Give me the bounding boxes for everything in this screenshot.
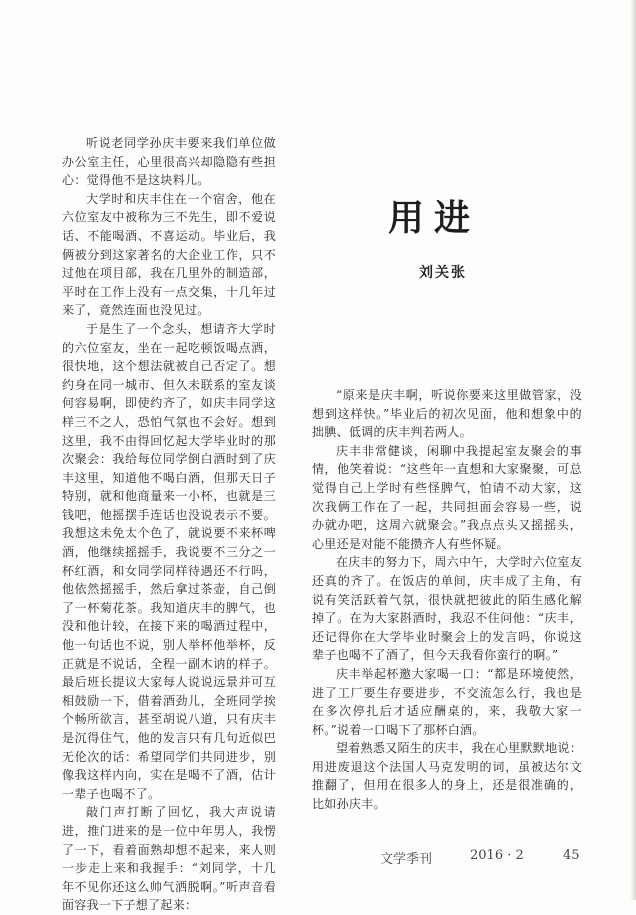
left-column: [62, 134, 276, 915]
paragraph: 望着熟悉又陌生的庆丰，我在心里默默地说：用进废退这个法国人马克发明的词，虽被达尔文推翻了，但用在很多人的身上，还是很准确的，比如孙庆丰。: [312, 741, 583, 812]
paragraph: 庆丰非常健谈，闲聊中我提起室友聚会的事情，他笑着说：“这些年一直想和大家聚聚，可总觉得自己上学时有些怪脾气，怕请不动大家，这次我俩工作在了一起，共同担面会容易一些，说办就办吧，这周六就聚会。”我点点头又摇摇头，心里还是对能不能攒齐人有些怀疑。: [312, 443, 582, 551]
footer-page-number: 45: [563, 848, 580, 863]
author-name: 刘关张: [419, 265, 467, 281]
page-spine-shadow: [630, 0, 636, 900]
paragraph: 于是生了一个念头，想请齐大学时的六位室友，坐在一起吃顿饭喝点酒，很快地，这个想法就被自己否定了。想约身在同一城市、但久未联系的室友谈何容易啊，即使约齐了，如庆丰同学这样三不之人，恐怕气氛也不会好。想到这里，我不由得回忆起大学毕业时的那次聚会：我给每位同学倒白酒时到了庆丰这里，知道他不喝白酒，但那天日子特别，就和他商量来一小杯，也就是三钱吧，他摇摆手连话也没说表示不要。我想这未免太个色了，就说要不来杯啤酒，他继续摇摇手，我说要不三分之一杯红酒，和女同学同样待遇还不行吗，他依然摇摇手，然后拿过茶壶，自己倒了一杯菊花茶。我知道庆丰的脾气，也没和他计较，在接下来的喝酒过程中，他一句话也不说，别人举杯他举杯，反正就是不说话，全程一副木讷的样子。最后班长提议大家每人说说远景并可互相鼓励一下，借着酒劲儿，全班同学挨个畅所欲言，甚至胡说八道，只有庆丰是沉得住气，他的发言只有几句近似巴无伦次的话：希望同学们共同进步，别像我这样内向，实在是喝不了酒，估计一辈子也喝不了。: [62, 321, 276, 801]
footer-issue-number: 2016 · 2: [470, 848, 524, 863]
paragraph: 在庆丰的努力下，周六中午，大学时六位室友还真的齐了。在饭店的单间，庆丰成了主角，有说有笑活跃着气氛，很快就把彼此的陌生感化解掉了。在为大家斟酒时，我忍不住问他：“庆丰，还记得你在大学毕业时聚会上的发言吗，你说这辈子也喝不了酒了，但今天我看你蛮行的啊。”: [312, 555, 583, 663]
article-title: 用进: [388, 198, 481, 239]
paragraph: “原来是庆丰啊，听说你要来这里做管家，没想到这样快。”毕业后的初次见面，他和想象中的拙腆、低调的庆丰判若两人。: [312, 388, 582, 440]
paragraph: 大学时和庆丰住在一个宿舍，他在六位室友中被称为三不先生，即不爱说话、不能喝酒、不喜运动。毕业后，我俩被分到这家著名的大企业工作，只不过他在项目部，我在几里外的制造部，平时在工作上没有一点交集，十几年过来了，竟然连面也没见过。: [62, 191, 276, 318]
paragraph: 庆丰举起杯邀大家喝一口：“都是环境使然，进了工厂要生存要进步，不交流怎么行，我也是在多次停扎后才适应酬桌的，来，我敬大家一杯。”说着一口喝下了那杯白酒。: [312, 666, 582, 737]
footer-magazine-name: 文学季刊: [380, 852, 433, 867]
right-column: [312, 386, 582, 814]
paragraph: 敲门声打断了回忆，我大声说请进，推门进来的是一位中年男人，我愣了一下，看着面熟却想不起来，来人则一步走上来和我握手：“刘同学，十几年不见你还这么帅气洒脱啊。”听声音看面容我一下子想了起来：: [62, 805, 276, 913]
paragraph: 听说老同学孙庆丰要来我们单位做办公室主任，心里很高兴却隐隐有些担心：觉得他不是这块料儿。: [62, 136, 276, 188]
